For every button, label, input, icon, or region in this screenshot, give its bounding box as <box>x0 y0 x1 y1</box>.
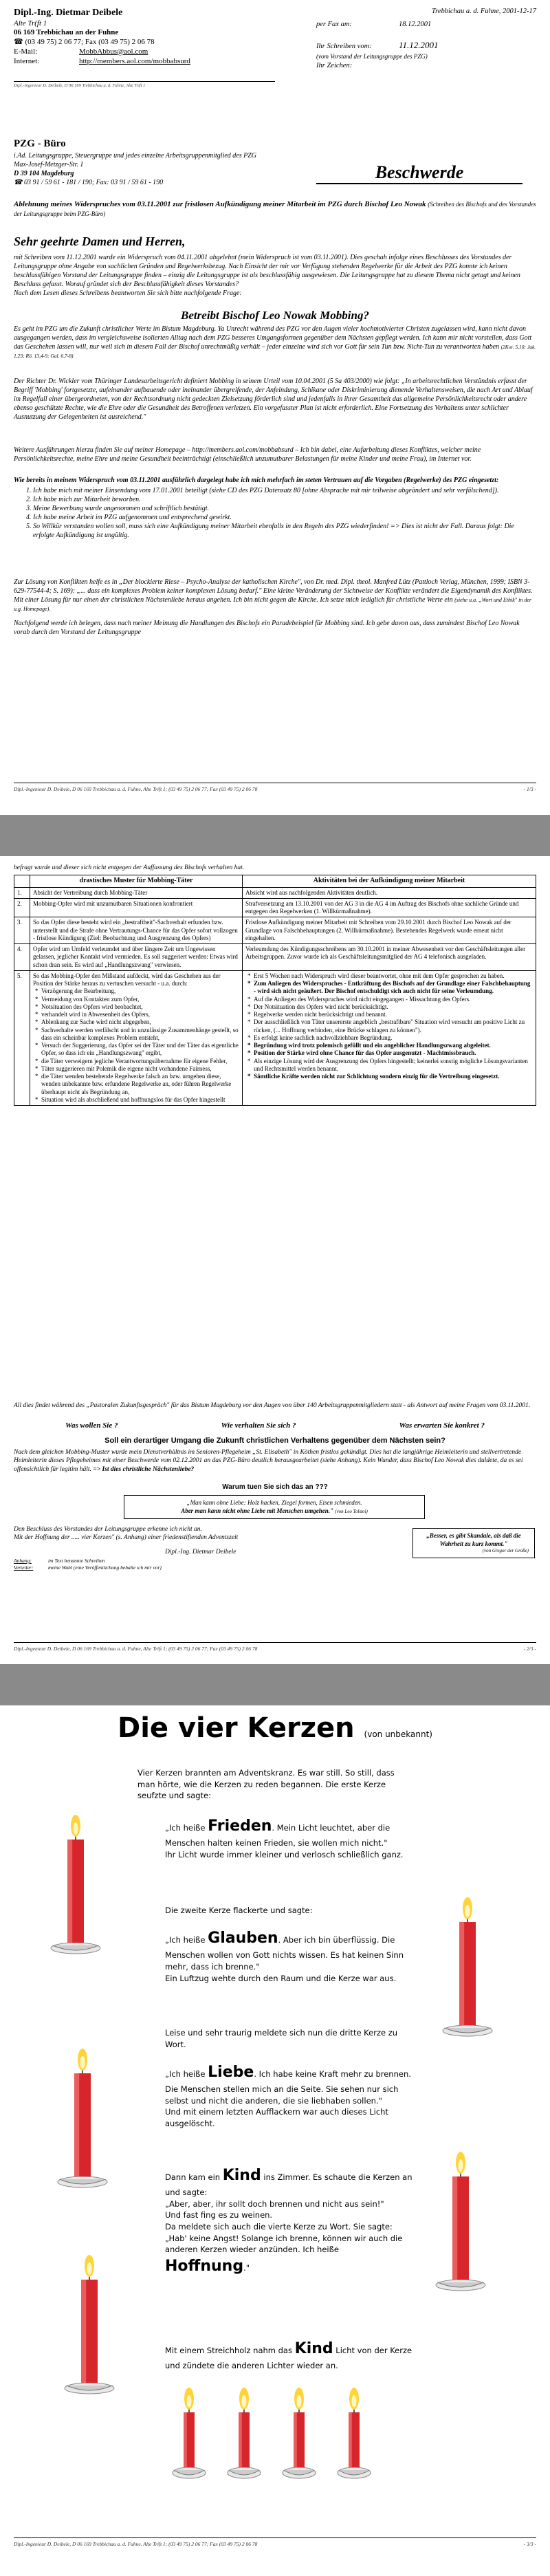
footer-address: Dipl.-Ingenieur D. Deibele, D 06 169 Trebbichau a. d. Fuhne, Alte Trift 1; (03 49 75) 2 06 77; Fax (03 49 75) 2 06 78 <box>14 2541 258 2547</box>
sender-street: Alte Tr(ft 1 <box>14 19 47 28</box>
k4-d: „Hab' keine Angst! Solange ich brenne, können wir auch die anderen Kerzen wieder anzünden. Ich heiße <box>165 2233 403 2255</box>
activity-cell <box>243 970 536 1105</box>
pattern-cell: Mobbing-Opfer wird mit unzumutbaren Situationen konfrontiert <box>30 898 243 917</box>
activity-cell: Fristlose Aufkündigung meiner Mitarbeit mit Schreiben vom 29.10.2001 durch Bischof Leo Nowak auf der Grundlage von Falschbehauptungen (2. Willkürmaßnahme). Bestehendes Regelwerk wurde erneut nicht eingehalten. <box>243 917 536 944</box>
k4-a: „Aber, aber, ihr sollt doch brennen und nicht aus sein!" <box>165 2198 384 2209</box>
k1-after: Ihr Licht wurde immer kleiner und verlosch schließlich ganz. <box>165 1849 404 1859</box>
pattern-item: * Versuch der Suggerierung, das Opfer sei der Täter und der Täter das eigentliche Opfer, so dass ich ein „Handlungszwang" ergibt, <box>41 1042 239 1058</box>
letter-meta <box>316 7 536 71</box>
k4-b: Und fast fing es zu weinen. <box>165 2210 273 2220</box>
engagement-item: 4. Ich habe meine Arbeit im PZG aufgenommen und entsprechend gewirkt. <box>33 513 536 522</box>
pattern-cell: Opfer wird um Umfeld verleumdet und über längere Zeit um Ungewissen gelassen, jeglicher Kontakt wird vermieden. Es soll suggeriert werden: Etwas wird schon dran sein. Es wird auf „Handlungszwang" verwiesen. <box>30 944 243 971</box>
body-paragraph-6: Nachfolgend werde ich belegen, dass nach meiner Meinung die Handlungen des Bischofs ein Paradebeispiel für Mobbing sind. Ich gebe davon aus, dass zumindest Bischof Leo Nowak vorab durch den Vorstand der Leitungsgruppe <box>14 620 520 636</box>
candle-3-text <box>165 2027 412 2130</box>
page-number: - 2/3 - <box>523 1646 536 1652</box>
row-number: 4. <box>14 944 30 971</box>
list-intro: Wie bereits in meinem Widerspruch vom 03.11.2001 ausführlich dargelegt habe ich mich mehrfach im steten Vertrauen auf die Vorgaben (Regelwerke) des PZG eingesetzt: <box>14 477 499 484</box>
gregor-quote <box>412 1528 535 1558</box>
pattern-item: * Ablenkung zur Sache wird nicht abgegeben, <box>41 1018 239 1026</box>
k3-after: Und mit einem letzten Aufflackern war auch dieses Licht ausgelöscht. <box>165 2107 388 2128</box>
pattern-item: * Sachverhalte werden verfälscht und in unzulässige Zusammenhänge gestellt, so dass ein scheinbar komplexes Problem entsteht, <box>41 1027 239 1043</box>
body5-note: (siehe u.a. „Wort und Ethik" in der u.g. Homepage). <box>14 597 532 612</box>
body1-text: Es geht im PZG um die Zukunft christlicher Werte im Bistum Magdeburg. Ya Unrecht während des PZG vor den Augen vieler hochmotivierter Christen zugelassen wird, kann nicht davon ausgegangen werden, dass im vergleichsweise isolierten Alltag nach dem PZG besseres Umgangsformen gegenüber dem Nächsten gepflegt werden. Ich kann mir nicht vorstellen, dass Gott das Geschehen lassen will, nur weil sich in diesem Fall der Bischof unrechtmäßig verhält – jeder einzelne wird sich vor Gott für sein Tun bzw. Nicht-Tun zu verantworten haben <box>14 325 532 351</box>
p5-pre: Mit einem Streichholz nahm das <box>165 2346 295 2355</box>
page-number: - 1/3 - <box>523 786 536 792</box>
attachment-text: im Text benannte Schreiben <box>48 1558 105 1564</box>
closing-block <box>14 1525 385 1571</box>
body5-text: Zur Lösung von Konflikten helfe es in „Der blockierte Riese – Psycho-Analyse der katholischen Kirche", von Dr. med. Dipl. theol. Manfred Lütz (Pattloch Verlag, München, 1999; ISBN 3-629-77544-4; S. 169): „... dass ein komplexes Problem keiner komplexen Lösung bedarf." Eine kleine Veränderung der Sichtweise der Konflikte verändert die Eigendynamik des Konfliktes. Mit einer Lösung für nur einen der christlichen Nächstenliebe heraus angehen. Ich bin nicht gegen die Kirche. Ich setze mich lediglich für christliche Werte ein <box>14 578 533 604</box>
word-frieden: Frieden <box>208 1818 272 1835</box>
page2-intro: befragt wurde und dieser sich nicht entgegen der Auffassung des Bischofs verhalten hat. <box>14 864 245 871</box>
sender-city: 06 169 Trebbichau an der Fuhne <box>14 28 119 37</box>
word-liebe: Liebe <box>208 2064 254 2082</box>
sender-block <box>14 7 275 89</box>
after-table-text: All dies findet während des „Pastoralen Zukunftsgespräch" für das Bistum Magdeburg vor den Augen von über 140 Arbeitsgruppenmitgliedern statt - als Antwort auf meine Fragen vom 03.11.2001. <box>14 1402 531 1409</box>
k1-post: . Mein Licht leuchtet, aber die Menschen halten keinen Frieden, sie wollen mich nicht." <box>165 1823 390 1848</box>
engagement-item: 1. Ich habe mich mit meiner Einsendung vom 17.01.2001 beteiligt (siehe CD des PZG Datensatz 80 [ohne Absprache mit mir teilweise abgeändert und sehr verfälschend]). <box>33 486 536 495</box>
tolstoi-quote <box>124 1495 425 1519</box>
k4-end: ." <box>243 2262 250 2273</box>
k3-pre: „Ich heiße <box>165 2069 208 2080</box>
pattern-item: * Täter suggerieren mit Polemik die eigene nicht vorhandene Fairness, <box>41 1065 239 1073</box>
pattern-item: * verhandelt wird in Abwesenheit des Opfers, <box>41 1011 239 1018</box>
page-gap <box>0 815 550 856</box>
letter-ref-date: 11.12.2001 <box>399 40 439 51</box>
four-candles-icon <box>158 2386 392 2482</box>
k3-intro: Leise und sehr traurig meldete sich nun die dritte Kerze zu Wort. <box>165 2028 398 2049</box>
page-footer <box>14 786 536 792</box>
activity-item: * Auf die Anliegen des Widerspruches wird nicht eingegangen - Missachtung des Opfers. <box>254 996 533 1003</box>
row-number: 5. <box>14 970 30 1105</box>
pattern-item: * Vermeidung von Kontakten zum Opfer, <box>41 996 239 1003</box>
engagement-list <box>33 486 536 540</box>
quote-line-2: Aber man kann nicht ohne Liebe mit Menschen umgehen." <box>181 1507 333 1515</box>
letter-ref-note: (vom Vorstand der Leitungsgruppe des PZG) <box>316 53 428 61</box>
distribution-label: Verteiler: <box>14 1564 34 1571</box>
pattern-item: * Verzögerung der Bearbeitung, <box>41 987 239 995</box>
subject-note: (Schreiben des Bischofs und des Vorstandes der Leitungsgruppe beim PZG-Büro) <box>14 201 536 218</box>
candle-kind-icon <box>41 2235 138 2400</box>
pattern-intro: So das Mobbing-Opfer den Mißstand aufdeckt, wird das Geschehen aus der Position der Stärke heraus zu vertuschen versucht - u.a. durch: <box>33 972 221 987</box>
k2-intro: Die zweite Kerze flackerte und sagte: <box>165 1906 313 1915</box>
k2-after: Ein Luftzug wehte durch den Raum und die Kerze war aus. <box>165 1973 397 1983</box>
row-number: 3. <box>14 917 30 944</box>
word-kind: Kind <box>222 2167 261 2184</box>
activity-item: * Es erfolgt keine sachlich nachvollziehbare Begründung. <box>254 1034 533 1042</box>
candle-hoffnung-icon <box>412 2132 509 2297</box>
why-question: Warum tuen Sie sich das an ??? <box>222 1483 328 1491</box>
candle-1-text <box>165 1815 412 1860</box>
poem-title-text: Die vier Kerzen <box>118 1712 355 1744</box>
poem-intro: Vier Kerzen brannten am Adventskranz. Es war still. So still, dass man hörte, wie die Kerzen zu reden begannen. Die erste Kerze seufzte und sagte: <box>138 1768 395 1801</box>
body-paragraph-1 <box>14 325 536 360</box>
engagement-item: 3. Meine Bewerbung wurde angenommen und schriftlich bestätigt. <box>33 504 536 513</box>
activity-list <box>245 972 533 1081</box>
footer-address: Dipl.-Ingenieur D. Deibele, D 06 169 Trebbichau a. d. Fuhne, Alte Trift 1; (03 49 75) 2 06 77; Fax (03 49 75) 2 06 78 <box>14 786 258 792</box>
signature: Dipl.-Ing. Dietmar Deibele <box>165 1548 236 1556</box>
sender-email-link[interactable]: MobbAbbus@aol.com <box>79 47 148 56</box>
activity-item: * Zum Anliegen des Widerspruches - Entkräftung des Bischofs auf der Grundlage einer Falschbehauptung - wird sich nicht geäußert. Der Bischof entschuldigt sich auch nicht für seine Verleumdung. <box>254 980 533 996</box>
question-row <box>14 1421 536 1430</box>
candle-liebe-icon <box>34 2029 131 2194</box>
phone-icon: ☎ <box>14 178 24 186</box>
page-1 <box>0 0 550 805</box>
activity-cell: Verleumdung des Kündigungsschreibens am 30.10.2001 in meiner Abwesenheit vor den Geschäftsleitungen aller Arbeitsgruppen. Zuvor wurde ich als Geschäftsleitungsmitglied der AG 4 telefonisch ausgeladen. <box>243 944 536 971</box>
candle-frieden-icon <box>28 1795 124 1960</box>
return-address: Dipl.-Ingenieur D. Deibele, D 06 169 Trebbichau a. d. Fuhne, Alte Trift 1 <box>14 81 275 89</box>
closing-line-2: Mit der Hoffnung der ..... vier Kerzen" (s. Anhang) einer friedenstiftenden Adventszeit <box>14 1534 239 1542</box>
activity-cell: Strafversetzung am 13.10.2001 von der AG 3 in die AG 4 im Auftrag des Bischofs ohne sachliche Gründe und entgegen den Regelwerken (1. Willkürmaßnahme). <box>243 898 536 917</box>
table-row <box>14 917 536 944</box>
subject-text: Ablehnung meines Widerspruches vom 03.11.2001 zur fristlosen Aufkündigung meiner Mitarbeit im PZG durch Bischof Leo Nowak <box>14 200 426 208</box>
quote-line-1: „Man kann ohne Liebe: Holz hacken, Ziegel formen, Eisen schmieden. <box>186 1499 362 1506</box>
page-gap <box>0 1664 550 1705</box>
page-footer <box>14 2541 536 2547</box>
letter-ref-label: Ihr Schreiben vom: <box>316 43 372 51</box>
pattern-item: * Notsituation des Opfers wird beobachtet, <box>41 1003 239 1011</box>
p4-post: ins Zimmer. Es schaute die Kerzen an und sagte: <box>165 2172 412 2197</box>
reference-label: Ihr Zeichen: <box>316 61 353 69</box>
page-3 <box>0 1705 550 2576</box>
p4-pre: Dann kam ein <box>165 2172 223 2182</box>
body1-ref: (2Kor. 5,10; Jak. 1,23; Rö. 13,4-9; Gal. 6,7-8) <box>14 344 536 359</box>
footer-address: Dipl.-Ingenieur D. Deibele, D 06 169 Trebbichau a. d. Fuhne, Alte Trift 1; (03 49 75) 2 06 77; Fax (03 49 75) 2 06 78 <box>14 1646 258 1652</box>
candle-2-text <box>165 1905 412 1984</box>
precedent-paragraph <box>14 1448 536 1474</box>
place-date: Trebbichau a. d. Fuhne, 2001-12-17 <box>431 8 536 15</box>
email-label: E-Mail: <box>14 47 38 56</box>
fax-label: per Fax am: <box>316 20 352 28</box>
salutation: Sehr geehrte Damen und Herren, <box>14 234 186 248</box>
distribution-text: meine Wahl (eine Veröffentlichung behalte ich mir vor) <box>48 1564 162 1571</box>
page-2 <box>0 860 550 1664</box>
activity-item: * Position der Stärke wird ohne Chance für das Opfer ausgenutzt - Machtmissbrauch. <box>254 1049 533 1057</box>
pattern-item: * Situation wird als abschließend und hoffnungslos für das Opfer hingestellt <box>41 1096 239 1104</box>
phone-icon: ☎ <box>14 38 25 46</box>
activity-item: * Sämtliche Kräfte werden nicht zur Schlichtung sondern einzig für die Vertreibung eingesetzt. <box>254 1073 533 1080</box>
intro-question: Nach dem Lesen dieses Schreibens beantworten Sie sich bitte nachfolgende Frage: <box>14 290 242 297</box>
engagement-item: 2. Ich habe mich zur Mitarbeit beworben. <box>33 495 536 504</box>
center-title: Betreibt Bischof Leo Nowak Mobbing? <box>181 309 369 322</box>
k2-post: . Aber ich bin überflüssig. Die Menschen wollen von Gott nichts wissen. Es hat keinen Sinn mehr, dass ich brenne." <box>165 1935 404 1972</box>
quote-source: (von Leo Tolstoi) <box>335 1509 368 1515</box>
recipient-title: PZG - Büro <box>14 138 66 149</box>
k1-pre: „Ich heiße <box>165 1823 208 1833</box>
row-number: 2. <box>14 898 30 917</box>
k4-c: Da meldete sich auch die vierte Kerze zu Wort. Sie sagte: <box>165 2221 393 2231</box>
activity-item: * Als einzige Lösung wird der Ausgrenzung des Opfers hingestellt; keinerlei sonstig mögliche Lösungsvarianten und Rechtsmittel werden benannt. <box>254 1058 533 1073</box>
table-row <box>14 944 536 971</box>
attachment-label: Anhang: <box>14 1558 32 1564</box>
mobbing-definition: Der Richter Dr. Wickler vom Thüringer Landesarbeitsgericht definiert Mobbing in seinem Urteil vom 10.04.2001 (5 Sa 403/2000) wie folgt: „In arbeitsrechtlichen Verständnis erfasst der Begriff 'Mobbing' fortgesetzte, aufeinander aufbauende oder ineinander übergreifende, der Anfeindung, Schikane oder Diskriminierung dienende Verhaltensweisen, die nach Art und Ablauf im Regelfall einer übergeordneten, von der Rechtsordnung nicht gedeckten Zielsetzung förderlich sind und jedenfalls in ihrer Gesamtheit das allgemeine Persönlichkeitsrecht oder andere ebenso geschützte Rechte, wie die Ehre oder die Gesundheit des Betroffenen verletzen. Ein vorgefasster Plan ist nicht erforderlich. Eine Fortsetzung des Verhaltens unter schlichter Ausnutzung der Gelegenheiten ist ausreichend." <box>14 378 533 421</box>
precedent-question: => Ist dies christliche Nächstenliebe? <box>93 1465 195 1473</box>
subject <box>14 199 536 219</box>
activity-item: * Der Notsituation des Opfers wird nicht berücksichtigt. <box>254 1003 533 1011</box>
future-question: Soll ein derartiger Umgang die Zukunft christlichen Verhaltens gegenüber dem Nächsten sein? <box>104 1437 446 1445</box>
intro-paragraph <box>14 253 536 298</box>
pattern-cell: Absicht der Vertreibung durch Mobbing-Täter <box>30 887 243 898</box>
candle-4-text <box>165 2165 412 2278</box>
side-quote-text: „Besser, es gibt Skandale, als daß die Wahrheit zu kurz kommt." <box>426 1532 521 1548</box>
recipient-block <box>14 138 275 187</box>
comparison-table <box>14 875 536 1106</box>
beschwerde-heading: Beschwerde <box>316 162 522 184</box>
pattern-item: * die Täter wenden bestehende Regelwerke falsch an bzw. umgehen diese, wenden unbekannte bzw. erfundene Regelwerke an, oder führen Regelwerke überhaupt nicht als Begründung an, <box>41 1073 239 1096</box>
pattern-cell <box>30 970 243 1105</box>
question-how-behave: Wie verhalten Sie sich ? <box>221 1421 296 1430</box>
question-what-expect: Was erwarten Sie konkret ? <box>399 1421 485 1430</box>
word-glauben: Glauben <box>208 1930 278 1947</box>
page-footer <box>14 1646 536 1652</box>
list-section <box>14 476 536 540</box>
pattern-list <box>33 987 239 1104</box>
precedent-text: Nach dem gleichen Mobbing-Muster wurde mein Dienstverhältnis im Senioren-Pflegeheim „St. Elisabeth" in Köthen fristlos gekündigt. Dies hat die langjährige Heimleiterin und stellvertretende Heimleiterin dieses Pflegeheimes mit einer Beschwerde vom 02.12.2001 an das PZG-Büro deutlich herausgearbeitet (siehe Anhang). Kein Wunder, dass Bischof Leo Nowak dies duldete, da es sei offensichtlich für legitim hält. <box>14 1449 523 1473</box>
page-number: - 3/3 - <box>523 2541 536 2547</box>
comparison-rows <box>14 887 536 1106</box>
activity-item: * Regelwerke werden nicht berücksichtigt und benannt. <box>254 1011 533 1018</box>
row-number: 1. <box>14 887 30 898</box>
sender-phone: (03 49 75) 2 06 77; Fax (03 49 75) 2 06 78 <box>25 38 155 46</box>
k3-post: . Ich habe keine Kraft mehr zu brennen. Die Menschen stellen mich an die Seite. Sie sehen nur sich selbst und nicht die anderen, die sie liebhaben sollen." <box>165 2069 411 2106</box>
table-row <box>14 898 536 917</box>
closing-line-1: Den Beschluss des Vorstandes der Leitungsgruppe erkenne ich nicht an. <box>14 1526 202 1533</box>
intro-text: mit Schreiben vom 11.12.2001 wurde ein Widerspruch vom 04.11.2001 abgelehnt (mein Widerspruch ist vom 03.11.2001). Dies geschah infolge eines Beschlusses des Vorstandes der Leitungsgruppe ohne Angabe von sachlichen Gründen und Regelwerksbezug. Nach Einsicht der mir vor Verfügung stehenden Regelwerke für die Arbeit des PZG konnte ich keinen beschlussfähigen Vorstand der Leitungsgruppe finden – einzig die Leitungsgruppe ist als beschlussfähig ausgewiesen. Die Leitungsgruppe hat zu diesem Thema nicht getagt und keinen Beschluss gefasst. Worauf gründet sich der Beschlussfähigkeit dieses Vorstandes? <box>14 254 520 288</box>
p5-post: Licht von der Kerze und zündete die anderen Lichter wieder an. <box>165 2346 412 2370</box>
word-kind-2: Kind <box>294 2340 333 2357</box>
activity-item: * Der ausschließlich von Täter unsererste angeblich „bestraftbare" Situation wird versucht am positive Licht zu rücken, (... Hoffnung verbinden, eine Brücke schlagen zu können"). <box>254 1018 533 1034</box>
k2-pre: „Ich heiße <box>165 1935 208 1945</box>
fax-date: 18.12.2001 <box>399 20 432 28</box>
homepage-paragraph: Weitere Ausführungen hierzu finden Sie auf meiner Homepage – http://members.aol.com/mobbabsurd – Ich bin dabei, eine Aufarbeitung dieses Konfliktes, welcher meine Persönlichkeitsrechte, meine Ehre und meine Gesundheit beeinträchtigt (einschließlich unzumutbarer Belastungen für meine Kinder und meine Frau), im Internet vor. <box>14 446 481 463</box>
table-row <box>14 970 536 1105</box>
pattern-item: * die Täter verweigern jegliche Verantwortungsübernahme für eigene Fehler, <box>41 1058 239 1065</box>
recipient-street: Max-Josef-Metzger-Str. 1 <box>14 160 84 168</box>
candle-glauben-icon <box>419 1877 516 2042</box>
word-hoffnung: Hoffnung <box>165 2257 244 2275</box>
recipient-city: D 39 104 Magdeburg <box>14 169 74 177</box>
column-header-pattern: drastisches Muster für Mobbing-Täter <box>30 875 243 888</box>
poem-ending <box>165 2338 426 2372</box>
recipient-line-1: i.Ad. Leitungsgruppe, Steuergruppe und jedes einzelne Arbeitsgruppenmitglied des PZG <box>14 151 257 160</box>
poem-title <box>0 1712 550 1744</box>
engagement-item: 5. So Willkür verstanden wollen soll, muss sich eine Aufkündigung meiner Mitarbeit ebenfalls in den Regeln des PZG wiederfinden! => Dies ist nicht der Fall. Daraus folgt: Die erfolgte Aufkündigung ist ungültig. <box>33 522 536 540</box>
recipient-phone: 03 91 / 59 61 - 181 / 190; Fax: 03 91 / 59 61 - 190 <box>23 178 164 186</box>
body-paragraph-5 <box>14 578 536 613</box>
activity-cell: Absicht wird aus nachfolgenden Aktivitäten deutlich. <box>243 887 536 898</box>
sender-homepage-link[interactable]: http://members.aol.com/mobbabsurd <box>79 56 190 65</box>
activity-item: * Begründung wird trotz polemisch gefüllt und ein angeblicher Handlungszwang abgeleitet. <box>254 1042 533 1049</box>
sender-name: Dipl.-Ing. Dietmar Deibele <box>14 8 123 18</box>
pattern-cell: So das Opfer diese besteht wird ein „bestraftheit"-Sachverhalt erfunden bzw. unterstellt und die Strafe ohne Vertrautungs-Chance für das Opfer sofort vollzogen - fristlose Kündigung (Ziel: Beobachtung und Ausgrenzung des Opfers) <box>30 917 243 944</box>
side-quote-source: (von Gregor der Große) <box>482 1548 529 1554</box>
column-header-activities: Aktivitäten bei der Aufkündigung meiner Mitarbeit <box>243 875 536 888</box>
poem-author: (von unbekannt) <box>364 1729 432 1739</box>
table-row <box>14 887 536 898</box>
internet-label: Internet: <box>14 56 40 65</box>
activity-item: * Erst 5 Wochen nach Widerspruch wird dieser beantwortet, ohne mit dem Opfer gesprochen zu haben. <box>254 972 533 980</box>
question-what-want: Was wollen Sie ? <box>65 1421 118 1430</box>
